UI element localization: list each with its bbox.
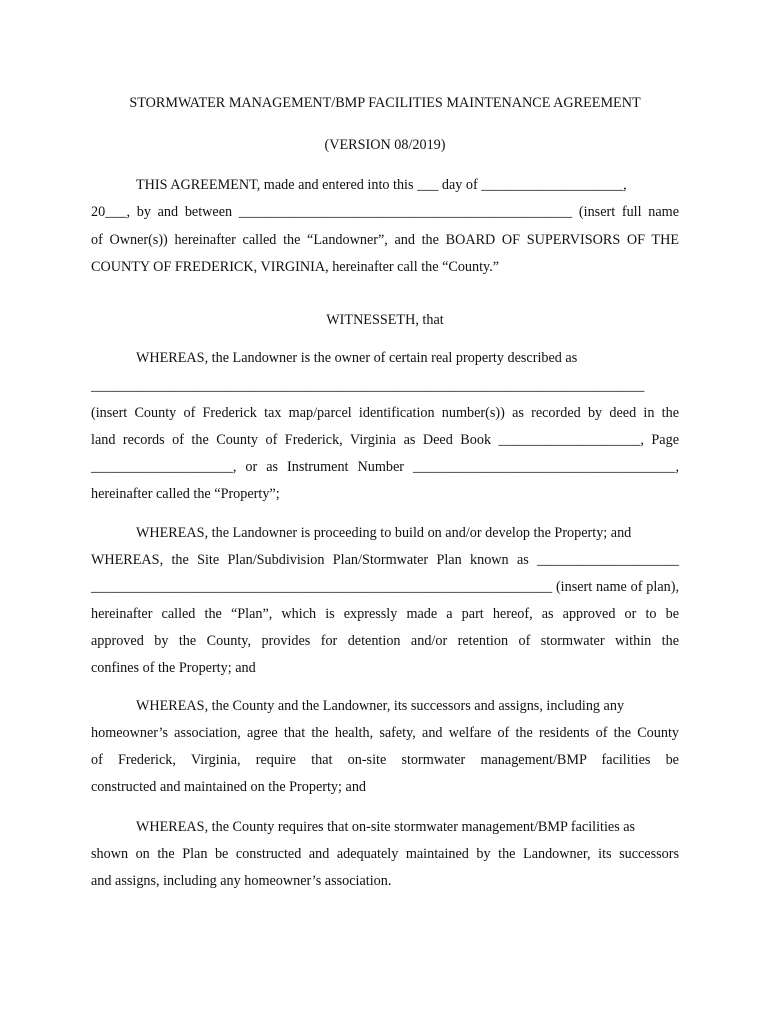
health-line: of Frederick, Virginia, require that on-site stormwater management/BMP facilities be xyxy=(91,752,679,768)
property-blank-line: ______________________________________________________________________________ xyxy=(91,378,645,394)
document-title: STORMWATER MANAGEMENT/BMP FACILITIES MAINTENANCE AGREEMENT xyxy=(129,95,641,111)
document-version: (VERSION 08/2019) xyxy=(324,137,446,153)
health-line: constructed and maintained on the Property; and xyxy=(91,779,367,795)
property-line: land records of the County of Frederick, Virginia as Deed Book ____________________, Page xyxy=(91,432,679,448)
witnesseth-heading: WITNESSETH, that xyxy=(326,312,444,328)
plan-line: _________________________________________________________________ (insert name of plan), xyxy=(91,579,679,595)
health-line: WHEREAS, the County and the Landowner, its successors and assigns, including any xyxy=(136,698,625,714)
plan-line: hereinafter called the “Plan”, which is expressly made a part hereof, as approved or to be xyxy=(91,606,679,622)
plan-line: confines of the Property; and xyxy=(91,660,256,676)
plan-line: approved by the County, provides for detention and/or retention of stormwater within the xyxy=(91,633,679,649)
property-line: WHEREAS, the Landowner is the owner of certain real property described as xyxy=(136,350,578,366)
intro-line: 20___, by and between _______________________________________________ (insert full name xyxy=(91,204,679,220)
requires-line: and assigns, including any homeowner’s association. xyxy=(91,873,392,889)
property-line: (insert County of Frederick tax map/parcel identification number(s)) as recorded by deed in the xyxy=(91,405,679,421)
property-line: ____________________, or as Instrument Number _____________________________________, xyxy=(91,459,679,475)
plan-line: WHEREAS, the Site Plan/Subdivision Plan/Stormwater Plan known as ____________________ xyxy=(91,552,679,568)
requires-line: shown on the Plan be constructed and adequately maintained by the Landowner, its successors xyxy=(91,846,679,862)
health-line: homeowner’s association, agree that the health, safety, and welfare of the residents of the County xyxy=(91,725,679,741)
intro-line: THIS AGREEMENT, made and entered into this ___ day of ____________________, xyxy=(136,177,627,193)
intro-line: of Owner(s)) hereinafter called the “Landowner”, and the BOARD OF SUPERVISORS OF THE xyxy=(91,232,679,248)
plan-line: WHEREAS, the Landowner is proceeding to build on and/or develop the Property; and xyxy=(136,525,632,541)
property-line: hereinafter called the “Property”; xyxy=(91,486,280,502)
requires-line: WHEREAS, the County requires that on-site stormwater management/BMP facilities as xyxy=(136,819,636,835)
intro-line: COUNTY OF FREDERICK, VIRGINIA, hereinafter call the “County.” xyxy=(91,259,500,275)
